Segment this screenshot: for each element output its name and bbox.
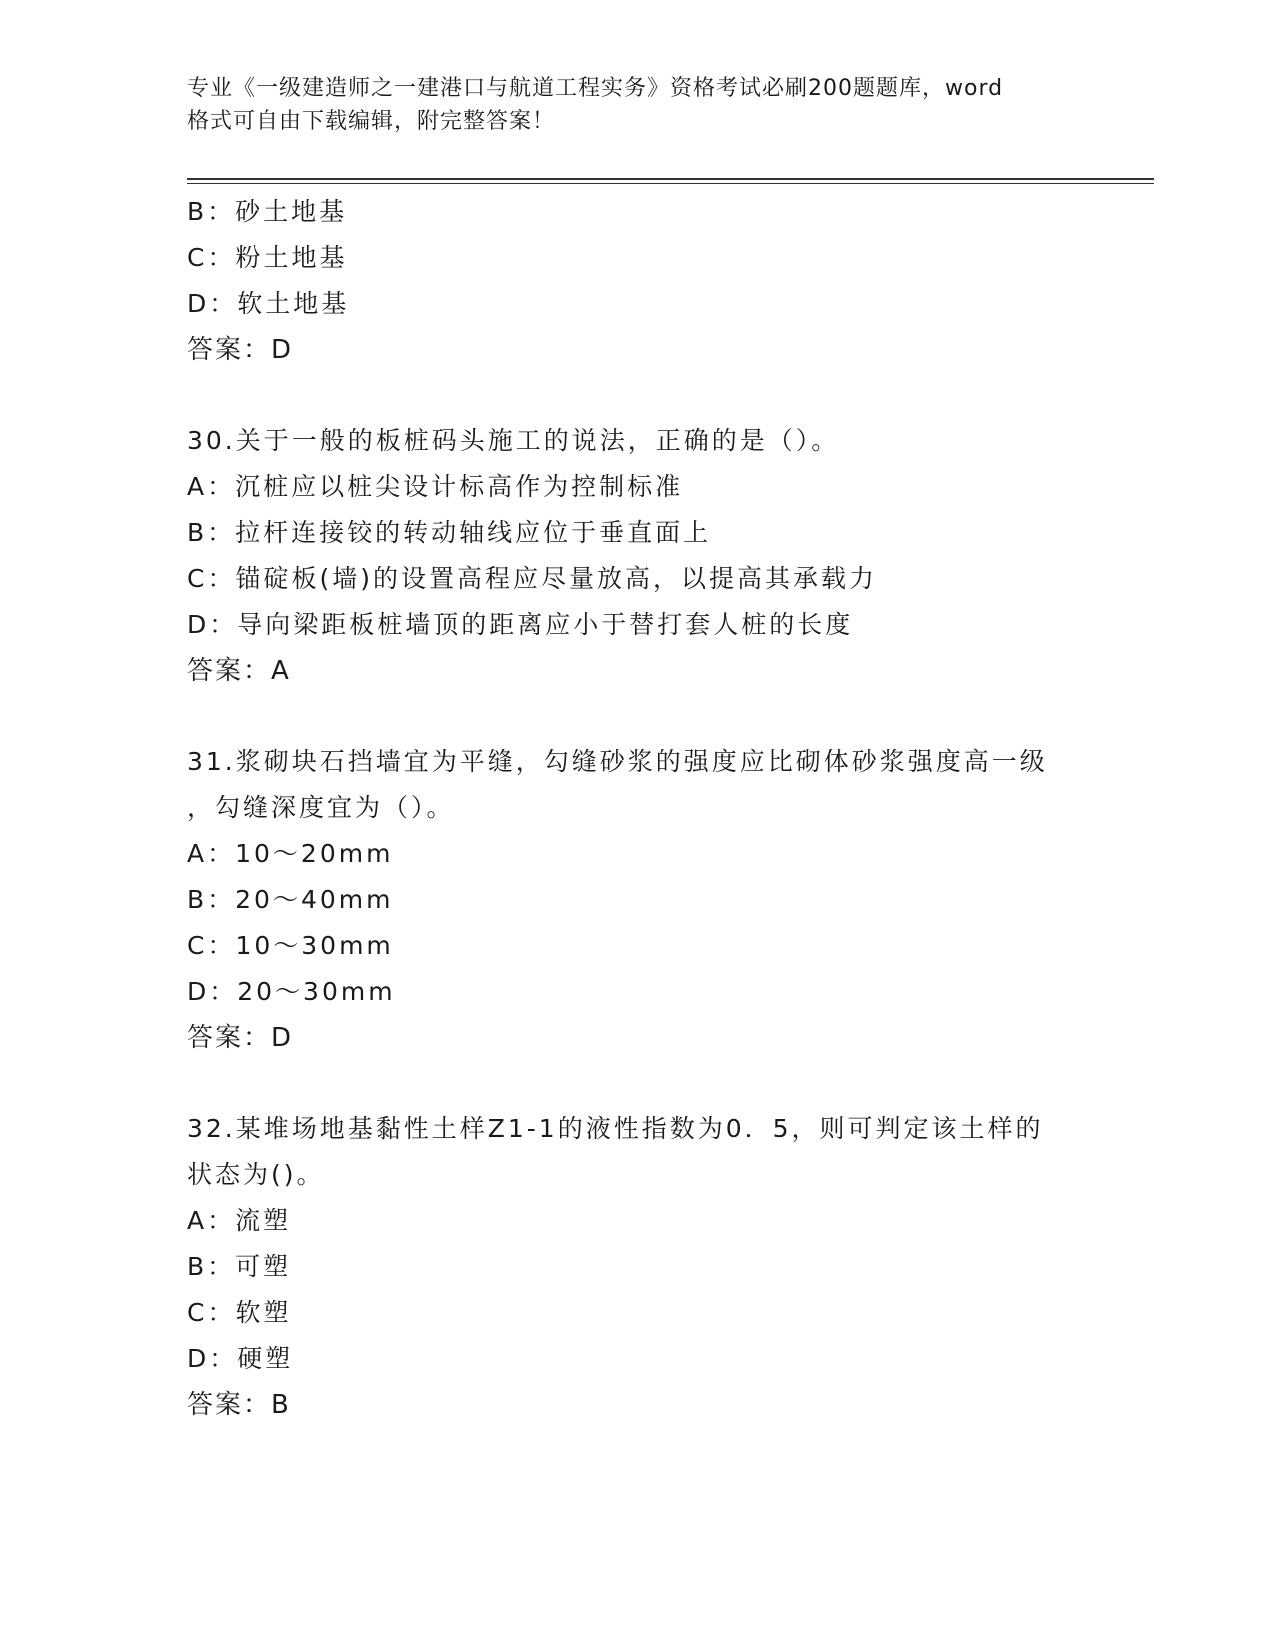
option-c: C：锚碇板(墙)的设置高程应尽量放高，以提高其承载力 xyxy=(187,564,877,593)
answer-line: 答案：D xyxy=(187,1023,294,1053)
question-block-30 xyxy=(187,418,1087,694)
option-d: D：导向梁距板桩墙顶的距离应小于替打套人桩的长度 xyxy=(187,610,854,639)
question-block-31 xyxy=(187,739,1087,1061)
option-d: D：20～30mm xyxy=(187,977,396,1006)
question-text: 30.关于一般的板桩码头施工的说法，正确的是（）。 xyxy=(187,426,840,455)
option-b: B：可塑 xyxy=(187,1252,292,1281)
question-text: 31.浆砌块石挡墙宜为平缝，勾缝砂浆的强度应比砌体砂浆强度高一级 xyxy=(187,747,1048,776)
option-c: C：软塑 xyxy=(187,1298,292,1327)
answer-line: 答案：A xyxy=(187,656,291,686)
answer-line: 答案：D xyxy=(187,335,294,365)
option-d: D：硬塑 xyxy=(187,1344,294,1373)
question-list xyxy=(187,189,1087,1428)
question-text-cont: 状态为()。 xyxy=(187,1160,325,1189)
question-block-prev xyxy=(187,189,1087,373)
document-header xyxy=(187,72,1067,138)
header-line-1: 专业《一级建造师之一建港口与航道工程实务》资格考试必刷200题题库，word xyxy=(187,76,1004,101)
question-text-cont: ，勾缝深度宜为（）。 xyxy=(187,793,455,822)
option-b: B：砂土地基 xyxy=(187,197,348,226)
option-d: D：软土地基 xyxy=(187,289,350,318)
header-divider xyxy=(187,178,1154,184)
option-b: B：拉杆连接铰的转动轴线应位于垂直面上 xyxy=(187,518,712,547)
option-a: A：沉桩应以桩尖设计标高作为控制标准 xyxy=(187,472,684,501)
question-block-32 xyxy=(187,1106,1087,1428)
answer-line: 答案：B xyxy=(187,1390,291,1420)
option-a: A：流塑 xyxy=(187,1206,292,1235)
header-line-2: 格式可自由下载编辑，附完整答案！ xyxy=(187,109,556,134)
question-text: 32.某堆场地基黏性土样Z1-1的液性指数为0．5，则可判定该土样的 xyxy=(187,1114,1044,1143)
option-c: C：10～30mm xyxy=(187,931,394,960)
option-c: C：粉土地基 xyxy=(187,243,348,272)
option-a: A：10～20mm xyxy=(187,839,394,868)
option-b: B：20～40mm xyxy=(187,885,394,914)
